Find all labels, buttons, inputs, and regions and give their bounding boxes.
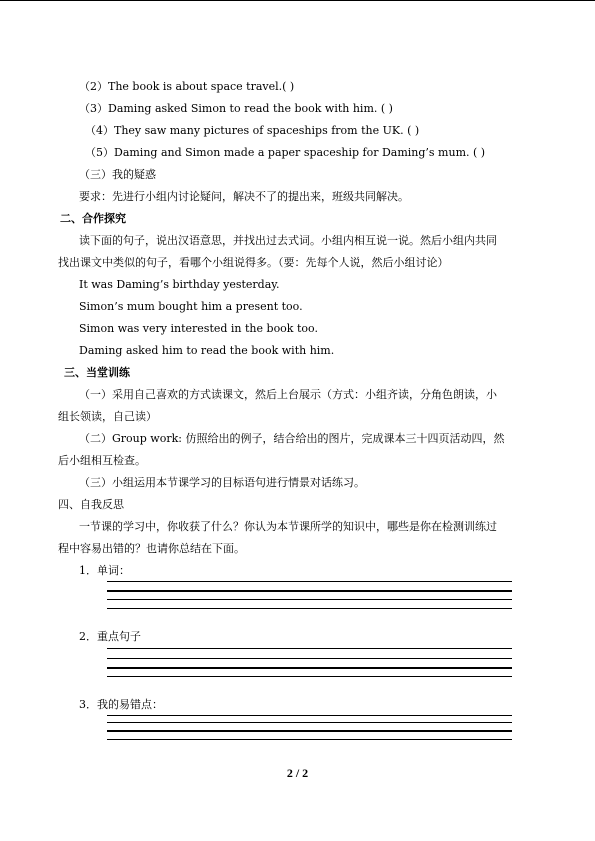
classroom-item1-line1: （一）采用自己喜欢的方式读课文，然后上台展示（方式：小组齐读，分角色朗读，小 [79,388,497,401]
header-rule [0,0,595,1]
item-2: （2）The book is about space travel.( ) [79,80,295,93]
writing-line [107,581,512,582]
page-number: 2 / 2 [286,766,309,780]
cooperation-intro-line1: 读下面的句子，说出汉语意思，并找出过去式词。小组内相互说一说。然后小组内共同 [79,234,497,247]
cooperation-heading: 二、合作探究 [60,212,126,225]
sentence-1: It was Daming’s birthday yesterday. [79,278,280,291]
writing-line [107,590,512,592]
writing-line [107,676,512,677]
writing-line [107,722,512,723]
writing-line [107,608,512,609]
sentence-4: Daming asked him to read the book with him. [79,344,335,357]
prompt-error-points: 3．我的易错点： [79,698,163,711]
item-3: （3）Daming asked Simon to read the book with him. ( ) [79,102,393,115]
item-5: （5）Daming and Simon made a paper spaceship for Daming’s mum. ( ) [85,146,486,159]
sentence-2: Simon’s mum bought him a present too. [79,300,303,313]
classroom-heading: 三、当堂训练 [64,366,130,379]
writing-line [107,715,512,716]
reflection-intro-line1: 一节课的学习中，你收获了什么？你认为本节课所学的知识中，哪些是你在检测训练过 [79,520,497,533]
sentence-3: Simon was very interested in the book too. [79,322,318,335]
writing-line [107,730,512,732]
writing-line [107,658,512,659]
doubts-requirement: 要求：先进行小组内讨论疑问，解决不了的提出来，班级共同解决。 [79,190,409,203]
classroom-item2-line2: 后小组相互检查。 [58,454,146,467]
writing-line [107,648,512,649]
classroom-item3: （三）小组运用本节课学习的目标语句进行情景对话练习。 [79,476,365,489]
classroom-item2-line1: （二）Group work: 仿照给出的例子，结合给出的图片，完成课本三十四页活动四，然 [79,432,505,445]
prompt-key-sentences: 2．重点句子 [79,630,141,643]
reflection-intro-line2: 程中容易出错的？也请你总结在下面。 [58,542,245,555]
classroom-item1-line2: 组长领读，自己读） [58,410,157,423]
writing-line [107,599,512,600]
item-4: （4）They saw many pictures of spaceships from the UK. ( ) [85,124,420,137]
doubts-heading: （三）我的疑惑 [79,168,156,181]
cooperation-intro-line2: 找出课文中类似的句子，看哪个小组说得多。（要：先每个人说，然后小组讨论） [58,256,449,269]
reflection-heading: 四、自我反思 [58,498,124,511]
writing-line [107,739,512,740]
prompt-words: 1．单词： [79,564,130,577]
writing-line [107,667,512,669]
